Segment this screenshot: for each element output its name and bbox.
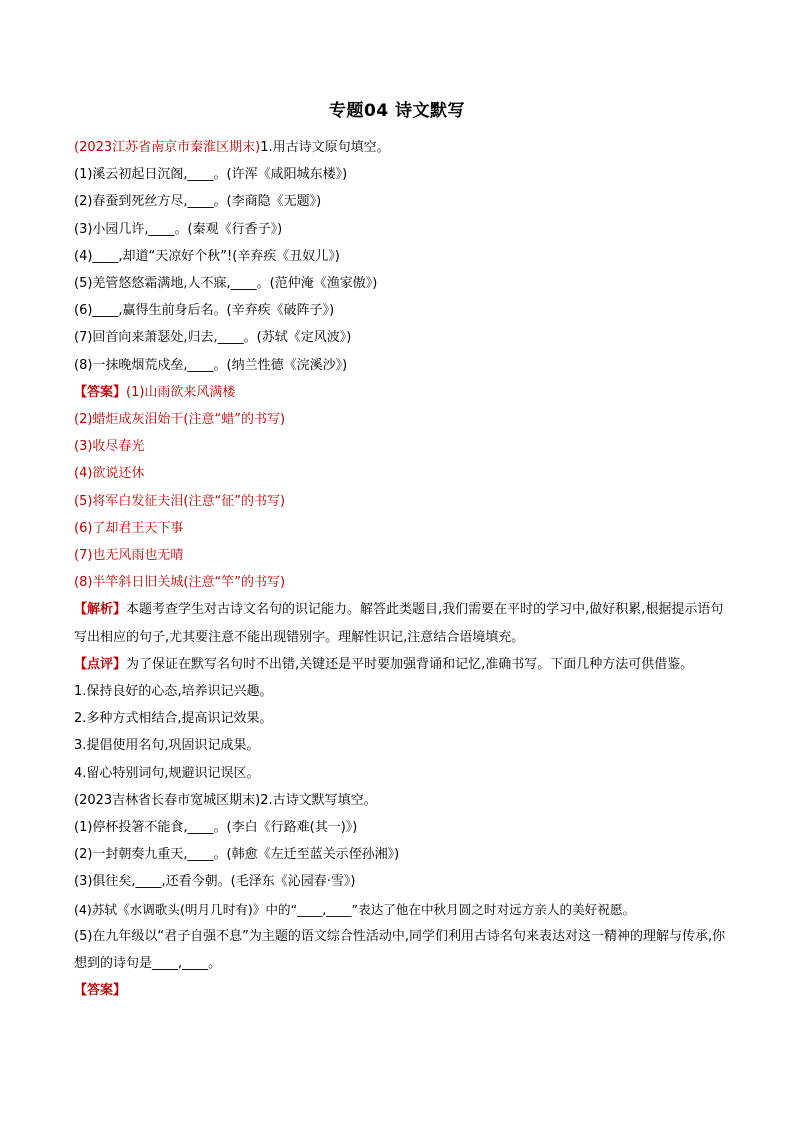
q2-item: (4)苏轼《水调歌头(明月几时有)》中的“____,____”表达了他在中秋月圆之时对远方亲人的美好祝愿。 — [74, 901, 636, 917]
q1-heading — [74, 134, 734, 161]
q1-item: (7)回首向来萧瑟处,归去,____。(苏轼《定风波》) — [74, 330, 352, 346]
page-title: 专题04 诗文默写 — [328, 101, 466, 121]
q1-answer-first — [74, 379, 734, 406]
q1-answer: (3)收尽春光 — [74, 439, 145, 455]
q1-analysis — [74, 596, 734, 650]
tip-item: 3.提倡使用名句,巩固识记成果。 — [74, 738, 260, 754]
comment-text: 为了保证在默写名句时不出错,关键还是平时要加强背诵和记忆,准确书写。下面几种方法可供借鉴。 — [126, 656, 694, 672]
q1-answer: (4)欲说还休 — [74, 466, 145, 482]
q2-answer-label: 【答案】 — [74, 983, 127, 999]
q2-item: (3)俱往矣,____,还看今朝。(毛泽东《沁园春·雪》) — [74, 874, 356, 890]
q2-source: (2023吉林省长春市宽城区期末) — [74, 792, 261, 808]
q1-answer: (5)将军白发征夫泪(注意“征”的书写) — [74, 493, 286, 509]
tip-item: 2.多种方式相结合,提高识记效果。 — [74, 711, 273, 727]
q1-answer: (7)也无风雨也无晴 — [74, 548, 184, 564]
q1-item: (5)羌管悠悠霜满地,人不寐,____。(范仲淹《渔家傲》) — [74, 276, 378, 292]
q1-answer: (8)半竿斜日旧关城(注意“竿”的书写) — [74, 575, 286, 591]
tip-item: 1.保持良好的心态,培养识记兴趣。 — [74, 684, 273, 700]
q1-answer: (2)蜡炬成灰泪始干(注意“蜡”的书写) — [74, 412, 286, 428]
q1-item: (4)____,却道“天凉好个秋”!(辛弃疾《丑奴儿》) — [74, 248, 340, 264]
tip-item: 4.留心特别词句,规避识记误区。 — [74, 765, 260, 781]
analysis-text: 本题考查学生对古诗文名句的识记能力。解答此类题目,我们需要在平时的学习中,做好积累,根据提示语句写出相应的句子,尤其要注意不能出现错别字。理解性识记,注意结合语境填充。 — [74, 602, 724, 645]
q2-item: (2)一封朝奏九重天,____。(韩愈《左迁至蓝关示侄孙湘》) — [74, 847, 400, 863]
comment-label: 【点评】 — [74, 656, 127, 672]
q1-item: (6)____,赢得生前身后名。(辛弃疾《破阵子》) — [74, 303, 335, 319]
q1-item: (1)溪云初起日沉阁,____。(许浑《咸阳城东楼》) — [74, 167, 348, 183]
q2-item: (1)停杯投箸不能食,____。(李白《行路难(其一)》) — [74, 820, 358, 836]
q1-item: (3)小园几许,____。(秦观《行香子》) — [74, 221, 283, 237]
q2-prompt: 2.古诗文默写填空。 — [260, 792, 377, 808]
q1-comment — [74, 651, 734, 678]
answer-text: (1)山雨欲来风满楼 — [126, 384, 236, 400]
answer-label: 【答案】 — [74, 384, 127, 400]
q2-item: (5)在九年级以“君子自强不息”为主题的语文综合性活动中,同学们利用古诗名句来表达对这一精神的理解与传承,你想到的诗句是____,____。 — [74, 928, 726, 972]
q2-heading — [74, 787, 734, 814]
analysis-label: 【解析】 — [74, 602, 127, 618]
q1-source: (2023江苏省南京市秦淮区期末) — [74, 140, 261, 155]
q1-answer: (6)了却君王天下事 — [74, 520, 184, 536]
q1-prompt: 1.用古诗文原句填空。 — [260, 140, 390, 155]
q1-item: (2)春蚕到死丝方尽,____。(李商隐《无题》) — [74, 194, 322, 210]
document-body — [74, 134, 734, 1005]
q1-item: (8)一抹晚烟荒戍垒,____。(纳兰性德《浣溪沙》) — [74, 357, 348, 373]
